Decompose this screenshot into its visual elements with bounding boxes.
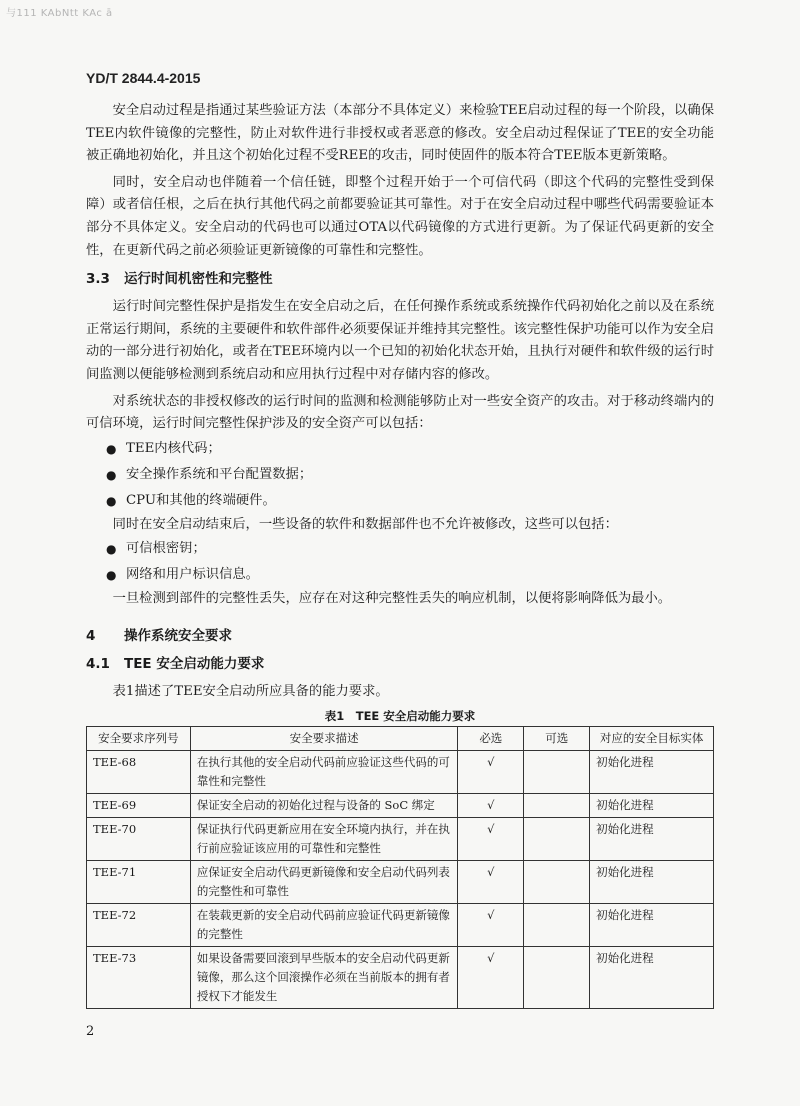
bullet-icon: ● — [106, 441, 117, 456]
column-header: 对应的安全目标实体 — [590, 726, 714, 750]
protected-component-list — [86, 536, 714, 588]
table-caption: 表1 TEE 安全启动能力要求 — [324, 708, 476, 723]
column-header: 必选 — [458, 726, 524, 750]
list-item: ● TEE内核代码； — [86, 436, 714, 462]
mandatory-check: √ — [458, 946, 524, 1008]
requirement-id: TEE-71 — [87, 860, 191, 903]
asset-list — [86, 436, 714, 514]
table-header-row — [87, 726, 714, 750]
requirement-description: 在装载更新的安全启动代码前应验证代码更新镜像的完整性 — [190, 903, 458, 946]
bullet-icon: ● — [106, 568, 117, 583]
bullet-icon: ● — [106, 542, 117, 557]
table-row — [87, 817, 714, 860]
table-row — [87, 750, 714, 793]
bullet-icon: ● — [106, 493, 117, 508]
section-4-1-heading — [86, 653, 714, 675]
optional-check — [524, 750, 590, 793]
list-item: ● 网络和用户标识信息。 — [86, 562, 714, 588]
column-header: 安全要求序列号 — [87, 726, 191, 750]
bullet-icon: ● — [106, 467, 117, 482]
table-row — [87, 860, 714, 903]
requirement-id: TEE-69 — [87, 793, 191, 817]
optional-check — [524, 903, 590, 946]
list-item: ● 安全操作系统和平台配置数据； — [86, 462, 714, 488]
section-number: 4 — [86, 627, 96, 644]
column-header: 安全要求描述 — [190, 726, 458, 750]
mandatory-check: √ — [458, 817, 524, 860]
requirement-description: 如果设备需要回滚到早些版本的安全启动代码更新镜像，那么这个回滚操作必须在当前版本的拥有者授权下才能发生 — [190, 946, 458, 1008]
page-content — [86, 100, 714, 1009]
page-number: 2 — [86, 1024, 95, 1039]
section-title: 操作系统安全要求 — [124, 627, 232, 644]
column-header: 可选 — [524, 726, 590, 750]
target-entity: 初始化进程 — [590, 750, 714, 793]
requirement-description: 保证安全启动的初始化过程与设备的 SoC 绑定 — [190, 793, 458, 817]
list-item: ● 可信根密钥； — [86, 536, 714, 562]
list-item: ● CPU和其他的终端硬件。 — [86, 488, 714, 514]
requirement-description: 保证执行代码更新应用在安全环境内执行，并在执行前应验证该应用的可靠性和完整性 — [190, 817, 458, 860]
optional-check — [524, 946, 590, 1008]
requirement-id: TEE-70 — [87, 817, 191, 860]
requirement-description: 应保证安全启动代码更新镜像和安全启动代码列表的完整性和可靠性 — [190, 860, 458, 903]
section-3-3-paragraph-3: 同时在安全启动结束后，一些设备的软件和数据部件也不允许被修改，这些可以包括： — [112, 516, 618, 532]
intro-paragraph-1: 安全启动过程是指通过某些验证方法（本部分不具体定义）来检验TEE启动过程的每一个阶段，以确保TEE内软件镜像的完整性，防止对软件进行非授权或者恶意的修改。安全启动过程保证了TEE的安全功能被正确地初始化，并且这个初始化过程不受REE的攻击，同时使固件的版本符合TEE版本更新策略。 — [86, 103, 714, 164]
intro-paragraph-2: 同时，安全启动也伴随着一个信任链，即整个过程开始于一个可信代码（即这个代码的完整性受到保障）或者信任根，之后在执行其他代码之前都要验证其可靠性。对于在安全启动过程中哪些代码需要验证本部分不具体定义。安全启动的代码也可以通过OTA以代码镜像的方式进行更新。为了保证代码更新的安全性，在更新代码之前必须验证更新镜像的可靠性和完整性。 — [86, 174, 714, 258]
requirement-id: TEE-72 — [87, 903, 191, 946]
section-4-heading — [86, 625, 714, 647]
requirement-description: 在执行其他的安全启动代码前应验证这些代码的可靠性和完整性 — [190, 750, 458, 793]
section-title: TEE 安全启动能力要求 — [124, 655, 265, 672]
target-entity: 初始化进程 — [590, 793, 714, 817]
standard-code-header: YD/T 2844.4-2015 — [86, 70, 201, 86]
table-row — [87, 946, 714, 1008]
section-4-1-paragraph: 表1描述了TEE安全启动所应具备的能力要求。 — [112, 683, 389, 699]
mandatory-check: √ — [458, 860, 524, 903]
section-3-3-heading — [86, 268, 714, 290]
section-number: 3.3 — [86, 271, 110, 288]
mandatory-check: √ — [458, 750, 524, 793]
target-entity: 初始化进程 — [590, 817, 714, 860]
target-entity: 初始化进程 — [590, 860, 714, 903]
requirements-table — [86, 726, 714, 1009]
target-entity: 初始化进程 — [590, 946, 714, 1008]
table-row — [87, 903, 714, 946]
mandatory-check: √ — [458, 793, 524, 817]
requirement-id: TEE-68 — [87, 750, 191, 793]
optional-check — [524, 793, 590, 817]
table-row — [87, 793, 714, 817]
scan-watermark: 与111 KAbNtt KAc ā — [6, 8, 113, 19]
section-3-3-paragraph-1: 运行时间完整性保护是指发生在安全启动之后，在任何操作系统或系统操作代码初始化之前以及在系统正常运行期间，系统的主要硬件和软件部件必须要保证并维持其完整性。该完整性保护功能可以作为安全启动的一部分进行初始化，或者在TEE环境内以一个已知的初始化状态开始，且执行对硬件和软件级的运行时间监测以便能够检测到系统启动和应用执行过程中对存储内容的修改。 — [86, 299, 714, 382]
mandatory-check: √ — [458, 903, 524, 946]
section-3-3-paragraph-4: 一旦检测到部件的完整性丢失，应存在对这种完整性丢失的响应机制，以便将影响降低为最小。 — [112, 591, 672, 607]
section-number: 4.1 — [86, 655, 110, 672]
section-3-3-paragraph-2: 对系统状态的非授权修改的运行时间的监测和检测能够防止对一些安全资产的攻击。对于移动终端内的可信环境，运行时间完整性保护涉及的安全资产可以包括： — [86, 393, 714, 432]
requirement-id: TEE-73 — [87, 946, 191, 1008]
optional-check — [524, 860, 590, 903]
optional-check — [524, 817, 590, 860]
section-title: 运行时间机密性和完整性 — [124, 271, 273, 288]
target-entity: 初始化进程 — [590, 903, 714, 946]
